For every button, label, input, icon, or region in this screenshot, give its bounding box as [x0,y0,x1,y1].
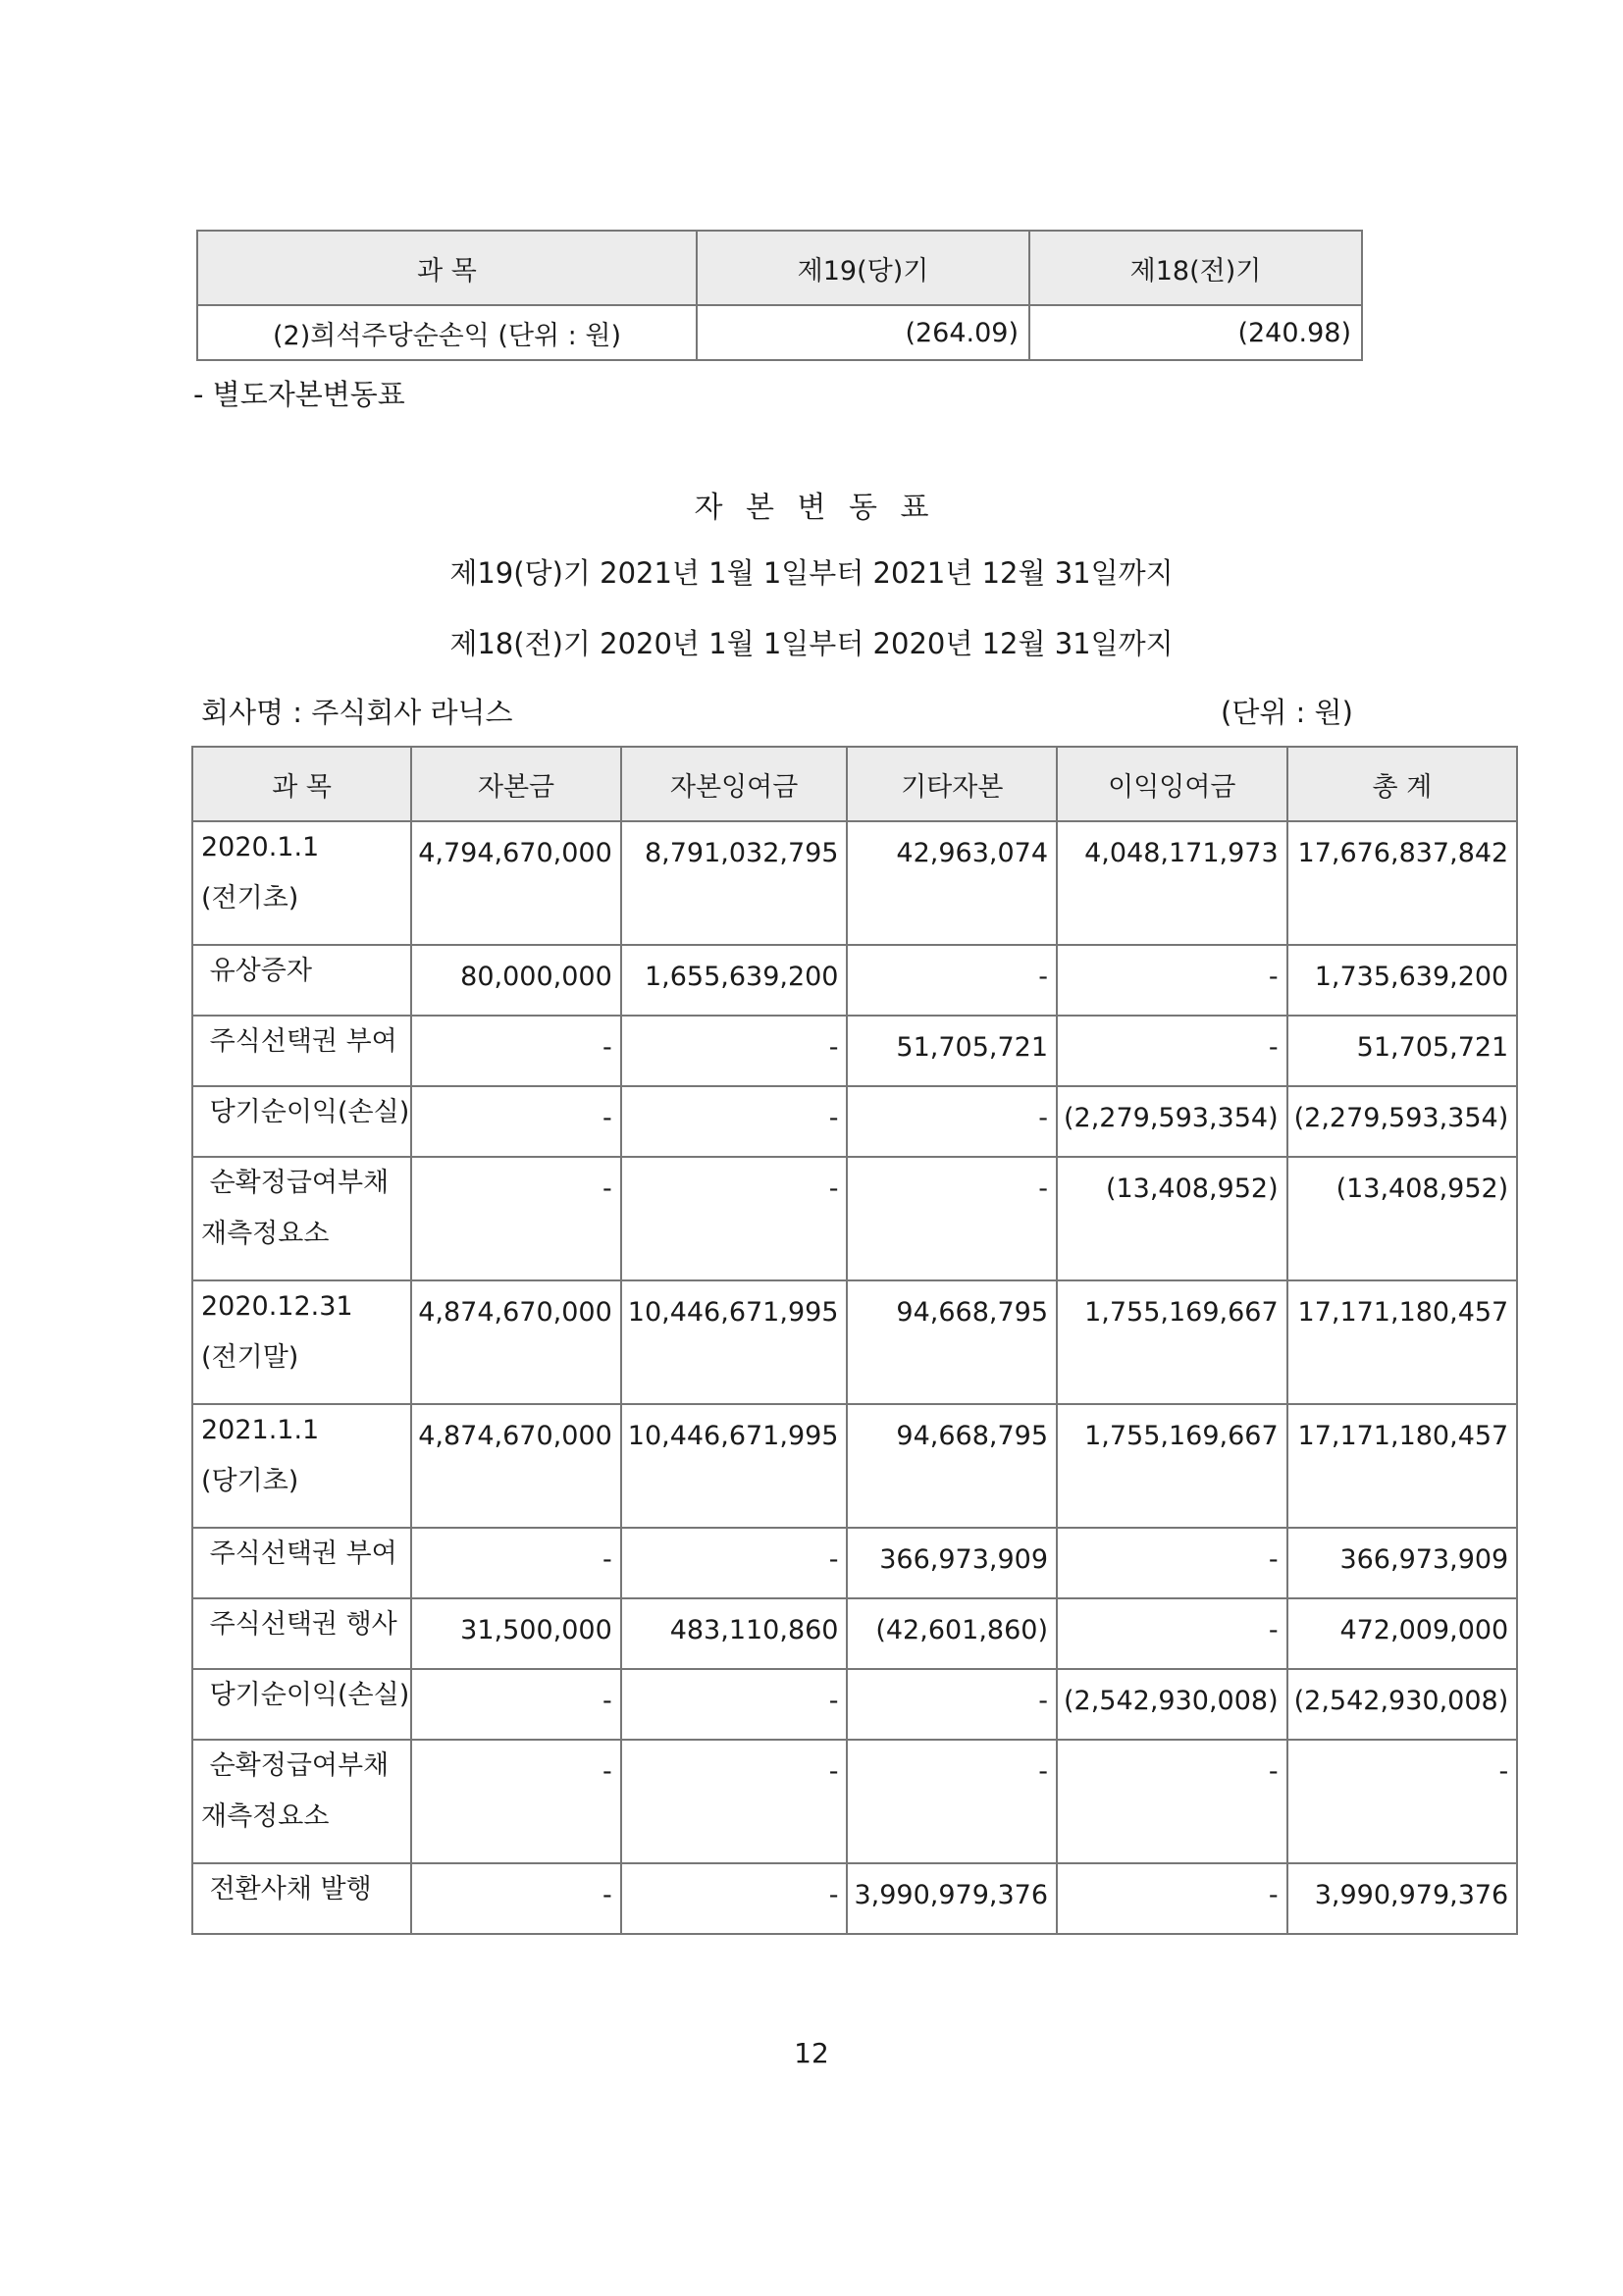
row-value: - [621,1528,848,1598]
row-value: - [621,1669,848,1740]
col-header-item: 과 목 [192,747,411,821]
table-row [192,1086,1517,1157]
eps-row-prior: (240.98) [1029,305,1362,360]
row-label: 순확정급여부채 재측정요소 [192,1157,411,1280]
table-row [192,1157,1517,1280]
table-row [192,1598,1517,1669]
statement-title: 자 본 변 동 표 [694,491,929,525]
page-number: 12 [794,2037,829,2069]
row-label: 순확정급여부채 재측정요소 [192,1740,411,1863]
row-label: 유상증자 [192,945,411,1016]
eps-row-label: (2)희석주당순손익 (단위 : 원) [197,305,697,360]
row-value: 17,171,180,457 [1287,1404,1518,1528]
row-value: - [1057,1598,1287,1669]
row-value: 1,755,169,667 [1057,1280,1287,1404]
row-value: 8,791,032,795 [621,821,848,945]
table-row [192,945,1517,1016]
row-value: - [621,1157,848,1280]
row-value: 10,446,671,995 [621,1404,848,1528]
row-value: (2,279,593,354) [1287,1086,1518,1157]
row-label: 2020.12.31 (전기말) [192,1280,411,1404]
row-value: 80,000,000 [411,945,621,1016]
equity-changes-table [191,746,1518,1935]
table-row [192,821,1517,945]
row-value: 17,676,837,842 [1287,821,1518,945]
row-label: 당기순이익(손실) [192,1669,411,1740]
row-value: 4,048,171,973 [1057,821,1287,945]
row-value: - [621,1740,848,1863]
company-name: 회사명 : 주식회사 라닉스 [201,696,513,729]
row-value: - [621,1016,848,1086]
row-value: 366,973,909 [847,1528,1057,1598]
row-value: 483,110,860 [621,1598,848,1669]
row-value: (42,601,860) [847,1598,1057,1669]
row-value: - [1057,945,1287,1016]
row-label: 당기순이익(손실) [192,1086,411,1157]
eps-header-prior: 제18(전)기 [1029,231,1362,305]
row-label: 2020.1.1 (전기초) [192,821,411,945]
row-value: - [411,1740,621,1863]
row-value: (2,542,930,008) [1057,1669,1287,1740]
row-value: 51,705,721 [1287,1016,1518,1086]
table-row [192,1740,1517,1863]
row-value: - [847,1086,1057,1157]
row-value: 4,794,670,000 [411,821,621,945]
row-value: 4,874,670,000 [411,1280,621,1404]
row-value: 31,500,000 [411,1598,621,1669]
table-row [192,1404,1517,1528]
row-value: - [621,1863,848,1934]
row-value: 472,009,000 [1287,1598,1518,1669]
row-value: 1,735,639,200 [1287,945,1518,1016]
row-value: (2,542,930,008) [1287,1669,1518,1740]
table-row [192,1863,1517,1934]
col-header-total: 총 계 [1287,747,1518,821]
row-label: 주식선택권 행사 [192,1598,411,1669]
eps-header-item: 과 목 [197,231,697,305]
row-value: - [1057,1863,1287,1934]
row-value: - [847,1740,1057,1863]
row-value: (13,408,952) [1057,1157,1287,1280]
row-value: 10,446,671,995 [621,1280,848,1404]
row-value: - [411,1528,621,1598]
section-label: - 별도자본변동표 [193,378,405,411]
row-value: - [411,1863,621,1934]
row-value: 94,668,795 [847,1404,1057,1528]
row-value: 17,171,180,457 [1287,1280,1518,1404]
row-label: 전환사채 발행 [192,1863,411,1934]
row-value: - [621,1086,848,1157]
row-label: 주식선택권 부여 [192,1016,411,1086]
row-value: - [411,1669,621,1740]
col-header-capital: 자본금 [411,747,621,821]
row-label: 2021.1.1 (당기초) [192,1404,411,1528]
unit-label: (단위 : 원) [1221,696,1353,729]
row-value: (13,408,952) [1287,1157,1518,1280]
row-value: 366,973,909 [1287,1528,1518,1598]
row-value: - [1057,1016,1287,1086]
col-header-capital-surplus: 자본잉여금 [621,747,848,821]
period-prior: 제18(전)기 2020년 1월 1일부터 2020년 12월 31일까지 [449,627,1174,660]
table-row [192,1669,1517,1740]
col-header-other-capital: 기타자본 [847,747,1057,821]
row-value: - [411,1016,621,1086]
row-value: - [411,1086,621,1157]
eps-header-current: 제19(당)기 [697,231,1029,305]
row-value: 1,755,169,667 [1057,1404,1287,1528]
row-value: 4,874,670,000 [411,1404,621,1528]
table-row [192,1016,1517,1086]
row-value: - [847,1669,1057,1740]
table-row [192,1528,1517,1598]
row-value: - [1057,1740,1287,1863]
row-value: 42,963,074 [847,821,1057,945]
table-row [192,1280,1517,1404]
eps-table [196,230,1363,361]
period-current: 제19(당)기 2021년 1월 1일부터 2021년 12월 31일까지 [449,556,1174,590]
row-value: 94,668,795 [847,1280,1057,1404]
row-value: - [847,1157,1057,1280]
row-value: (2,279,593,354) [1057,1086,1287,1157]
row-value: 3,990,979,376 [847,1863,1057,1934]
row-value: 1,655,639,200 [621,945,848,1016]
row-value: - [411,1157,621,1280]
row-value: 3,990,979,376 [1287,1863,1518,1934]
eps-row-current: (264.09) [697,305,1029,360]
row-value: - [1057,1528,1287,1598]
row-value: 51,705,721 [847,1016,1057,1086]
row-label: 주식선택권 부여 [192,1528,411,1598]
row-value: - [847,945,1057,1016]
col-header-retained-earnings: 이익잉여금 [1057,747,1287,821]
row-value: - [1287,1740,1518,1863]
